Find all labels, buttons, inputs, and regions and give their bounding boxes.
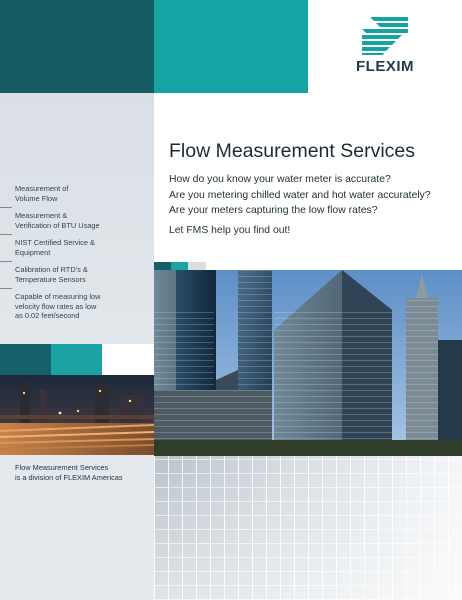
question-line: Are your meters capturing the low flow rates? [169,205,378,217]
color-block-dark [0,344,51,375]
divider [0,207,12,208]
city-photo [154,270,462,456]
accent-strip-dark [154,262,171,270]
page-title: Flow Measurement Services [169,140,415,162]
list-item [0,184,154,211]
list-item-label: Measurement & Verification of BTU Usage [15,211,100,230]
list-item-label: NIST Certified Service & Equipment [15,238,95,257]
service-list [0,184,154,319]
divider [0,261,12,262]
list-item-label: Capable of measuring low velocity flow rates as low as 0.02 feet/second [15,292,101,321]
question-list [169,172,431,219]
list-item [0,265,154,292]
top-band-dark [0,0,154,93]
logo-wordmark: FLEXIM [356,58,414,75]
accent-strip-light [188,262,206,270]
division-note: Flow Measurement Services is a division of FLEXIM Americas [15,463,123,482]
call-to-action: Let FMS help you find out! [169,225,291,236]
question-line: Are you metering chilled water and hot water accurately? [169,189,431,201]
flexim-logo-icon [362,17,408,55]
list-item-label: Measurement of Volume Flow [15,184,69,203]
divider [0,234,12,235]
grid-fade [154,456,462,600]
list-item [0,292,154,319]
color-block-teal [51,344,102,375]
color-block-white [102,344,154,375]
top-band-teal [154,0,308,93]
accent-strip-teal [171,262,188,270]
plant-photo [0,375,154,455]
divider [0,288,12,289]
question-line: How do you know your water meter is accurate? [169,174,391,185]
list-item [0,211,154,238]
list-item-label: Calibration of RTD's & Temperature Sensors [15,265,88,284]
list-item [0,238,154,265]
